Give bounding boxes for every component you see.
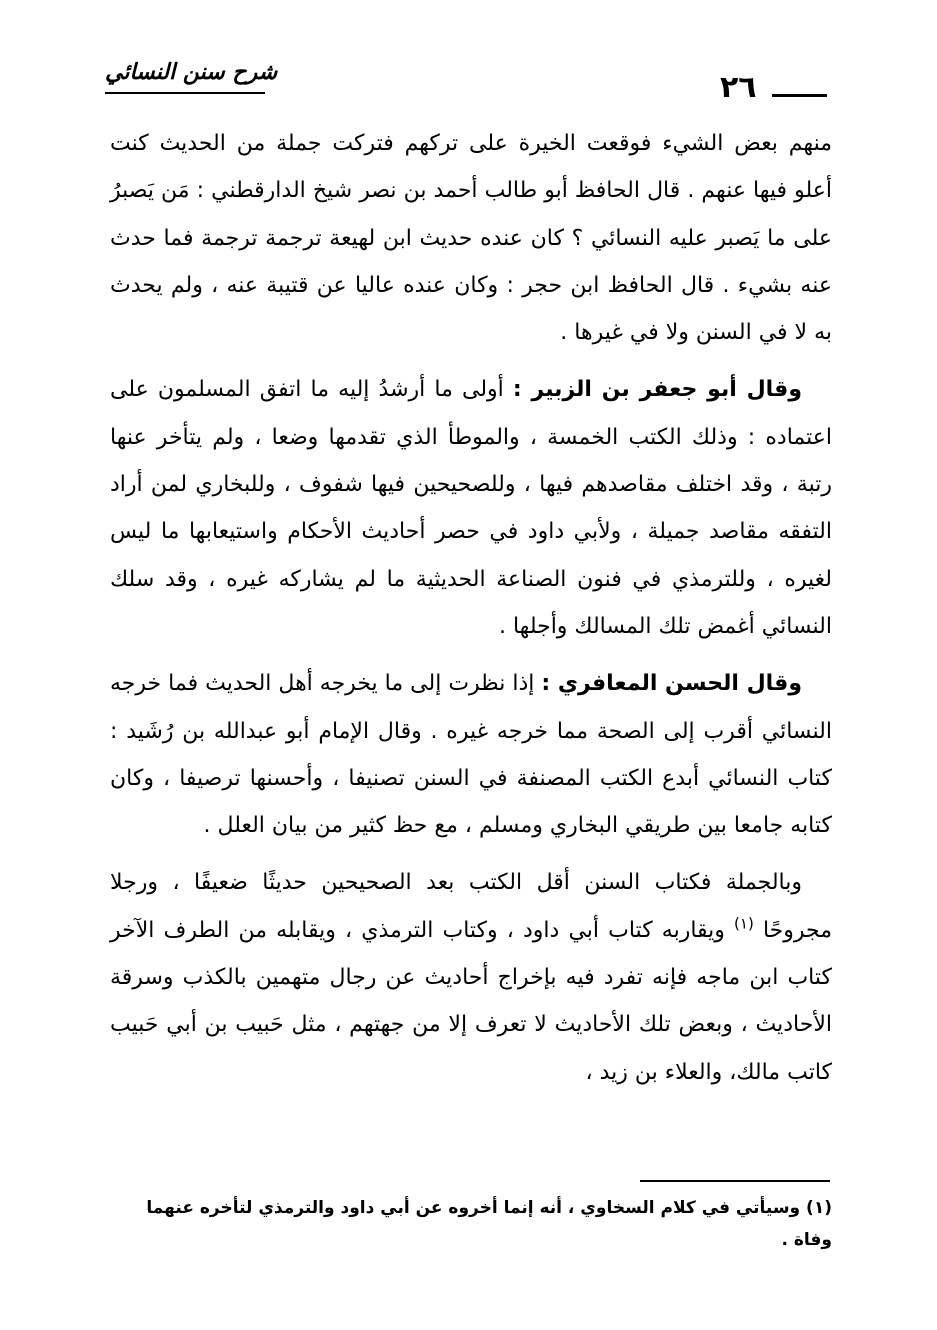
header-rule [772,94,827,97]
paragraph-2 [110,366,832,650]
page-number: ٢٦ [720,70,757,105]
paragraph-text: وبالجملة فكتاب السنن أقل الكتب بعد الصحيحين حديثًا ضعيفًا ، ورجلا مجروحًا [110,870,833,943]
paragraph-4 [110,859,832,1095]
title-underline [105,92,265,94]
paragraph-lead: وقال الحسن المعافري : [541,671,802,697]
main-text [110,120,832,1106]
paragraph-text: أولى ما أرشدُ إليه ما اتفق المسلمون على اعتماده : وذلك الكتب الخمسة ، والموطأ الذي تقدمها وضعا ، ولم يتأخر عنها رتبة ، وقد اختلف مقاصدهم فيها ، وللصحيحين فيها شفوف ، وللبخاري لمن أراد التفقه مقاصد جميلة ، ولأبي داود في حصر أحاديث الأحكام واستيعابها ما ليس لغيره ، وللترمذي في فنون الصناعة الحديثية ما لم يشاركه غيره ، وقد سلك النسائي أغمض تلك المسالك وأجلها . [110,377,832,639]
running-title: شرح سنن النسائي [105,60,278,85]
paragraph-text: منهم بعض الشيء فوقعت الخيرة على تركهم فتركت جملة من الحديث كنت أعلو فيها عنهم . قال الحافظ أبو طالب أحمد بن نصر شيخ الدارقطني : مَن يَصبرُ على ما يَصبر عليه النسائي ؟ كان عنده حديث ابن لهيعة ترجمة ترجمة فما حدث عنه بشيء . قال الحافظ ابن حجر : وكان عنده عاليا عن قتيبة عنه ، ولم يحدث به لا في السنن ولا في غيرها . [110,131,832,346]
paragraph-lead: وقال أبو جعفر بن الزبير : [512,377,802,403]
paragraph-text: ويقاربه كتاب أبي داود ، وكتاب الترمذي ، ويقابله من الطرف الآخر كتاب ابن ماجه فإنه تفرد فيه بإخراج أحاديث عن رجال متهمين بالكذب وسرقة الأحاديث ، وبعض تلك الأحاديث لا تعرف إلا من جهتهم ، مثل حَبيب بن أبي حَبيب كاتب مالك، والعلاء بن زيد ، [110,917,832,1085]
footnote-reference[interactable]: (١) [734,914,754,933]
paragraph-1 [110,120,832,356]
page-header [0,0,937,110]
footnote-rule [640,1180,830,1182]
paragraph-3 [110,660,832,849]
footnote: (١) وسيأتي في كلام السخاوي ، أنه إنما أخروه عن أبي داود والترمذي لتأخره عنهما وفاة . [146,1198,832,1250]
paragraph-text: إذا نظرت إلى ما يخرجه أهل الحديث فما خرجه النسائي أقرب إلى الصحة مما خرجه غيره . وقال الإمام أبو عبدالله بن رُشَيد : كتاب النسائي أبدع الكتب المصنفة في السنن تصنيفا ، وأحسنها ترصيفا ، وكان كتابه جامعا بين طريقي البخاري ومسلم ، مع حظ كثير من بيان العلل . [110,671,832,839]
